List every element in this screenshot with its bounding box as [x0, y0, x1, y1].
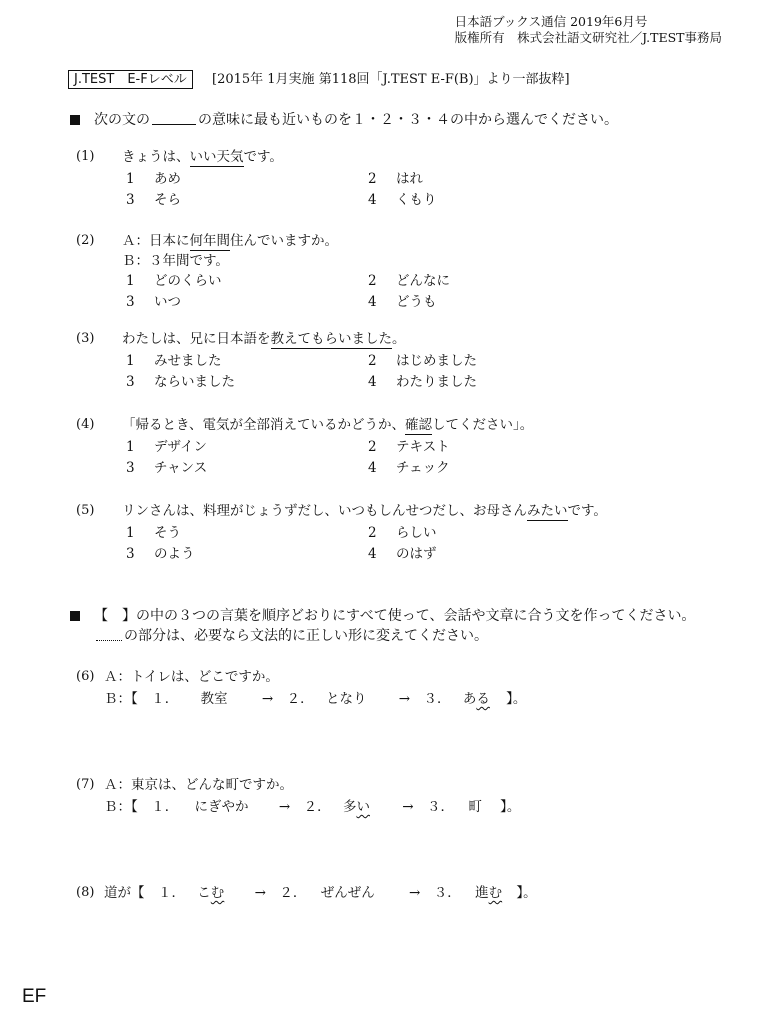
question-number: (1) — [76, 149, 95, 164]
bullet-square-icon — [70, 611, 80, 621]
answer-option[interactable]: 1 そう — [126, 525, 181, 541]
q8-sequence: 道が【 １． こむ → ２． ぜんぜん → ３． 進む 】。 — [104, 885, 537, 901]
underlined-phrase: 教えてもらいました — [270, 331, 392, 347]
q6-word-3: ある — [462, 691, 490, 707]
question-text-line2: Ｂ：３年間です。 — [122, 253, 229, 269]
header-line-2: 版権所有 株式会社語文研究社／J.TEST事務局 — [454, 30, 722, 45]
answer-option[interactable]: 2 どんなに — [368, 273, 450, 289]
underlined-phrase: 確認 — [404, 417, 432, 433]
section1-instruction: 次の文の の意味に最も近いものを１・２・３・４の中から選んでください。 — [70, 110, 618, 130]
answer-option[interactable]: 2 はれ — [368, 171, 423, 187]
question-number: (8) — [76, 885, 95, 900]
underlined-phrase: 何年間 — [189, 233, 230, 249]
q8-word-3: 進む — [475, 885, 503, 901]
question-text: Ａ：日本に何年間住んでいますか。 — [122, 233, 338, 249]
answer-option[interactable]: 4 わたりました — [368, 374, 477, 390]
section2-instruction-line2: の部分は、必要なら文法的に正しい形に変えてください。 — [96, 626, 488, 646]
underlined-phrase: みたい — [527, 503, 568, 519]
answer-option[interactable]: 3 そら — [126, 192, 181, 208]
section2-instruction-line1: 【 】の中の３つの言葉を順序どおりにすべて使って、会話や文章に合う文を作ってください。 — [70, 606, 695, 626]
level-box: J.TEST E-Fレベル — [68, 70, 193, 89]
underlined-phrase: いい天気 — [189, 149, 244, 165]
q8-word-2: ぜんぜん — [320, 885, 375, 901]
q6-word-2: となり — [325, 691, 367, 707]
question-number: (3) — [76, 331, 95, 346]
question-text: わたしは、兄に日本語を教えてもらいました。 — [122, 331, 406, 347]
answer-option[interactable]: 3 いつ — [126, 294, 181, 310]
question-text: 「帰るとき、電気が全部消えているかどうか、確認してください」。 — [122, 417, 534, 433]
q7-word-3: 町 — [468, 799, 482, 815]
q7-sequence: Ｂ：【 １． にぎやか → ２． 多い → ３． 町 】。 — [104, 799, 521, 815]
question-number: (4) — [76, 417, 95, 432]
answer-option[interactable]: 2 らしい — [368, 525, 437, 541]
answer-option[interactable]: 4 くもり — [368, 192, 437, 208]
answer-option[interactable]: 1 みせました — [126, 353, 222, 369]
bullet-square-icon — [70, 115, 80, 125]
header-line-1: 日本語ブックス通信 2019年6月号 — [454, 14, 648, 29]
question-text: リンさんは、料理がじょうずだし、いつもしんせつだし、お母さんみたいです。 — [122, 503, 607, 519]
wavy-blank-line — [96, 628, 122, 641]
answer-option[interactable]: 3 のよう — [126, 546, 195, 562]
answer-option[interactable]: 4 チェック — [368, 460, 450, 476]
question-number: (2) — [76, 233, 95, 248]
answer-option[interactable]: 3 チャンス — [126, 460, 208, 476]
q6-sequence: Ｂ：【 １． 教室 → ２． となり → ３． ある 】。 — [104, 691, 527, 707]
q6-line-a: Ａ：トイレは、どこですか。 — [104, 669, 279, 685]
answer-option[interactable]: 2 はじめました — [368, 353, 477, 369]
q8-word-1: こむ — [197, 885, 225, 901]
question-number: (7) — [76, 777, 95, 792]
answer-option[interactable]: 1 どのくらい — [126, 273, 222, 289]
answer-option[interactable]: 3 ならいました — [126, 374, 235, 390]
q7-line-a: Ａ：東京は、どんな町ですか。 — [104, 777, 293, 793]
question-text: きょうは、いい天気です。 — [122, 149, 283, 165]
publication-header — [455, 14, 722, 46]
answer-option[interactable]: 4 のはず — [368, 546, 437, 562]
answer-option[interactable]: 1 デザイン — [126, 439, 208, 455]
answer-option[interactable]: 2 テキスト — [368, 439, 450, 455]
answer-option[interactable]: 1 あめ — [126, 171, 181, 187]
q6-word-1: 教室 — [200, 691, 228, 707]
source-citation: [2015年 1月実施 第118回「J.TEST E-F(B)」より一部抜粋] — [212, 72, 570, 87]
blank-line — [152, 110, 196, 125]
question-number: (6) — [76, 669, 95, 684]
question-number: (5) — [76, 503, 95, 518]
footer-label: EF — [22, 986, 47, 1007]
q7-word-2: 多い — [342, 799, 370, 815]
q7-word-1: にぎやか — [194, 799, 249, 815]
answer-option[interactable]: 4 どうも — [368, 294, 437, 310]
